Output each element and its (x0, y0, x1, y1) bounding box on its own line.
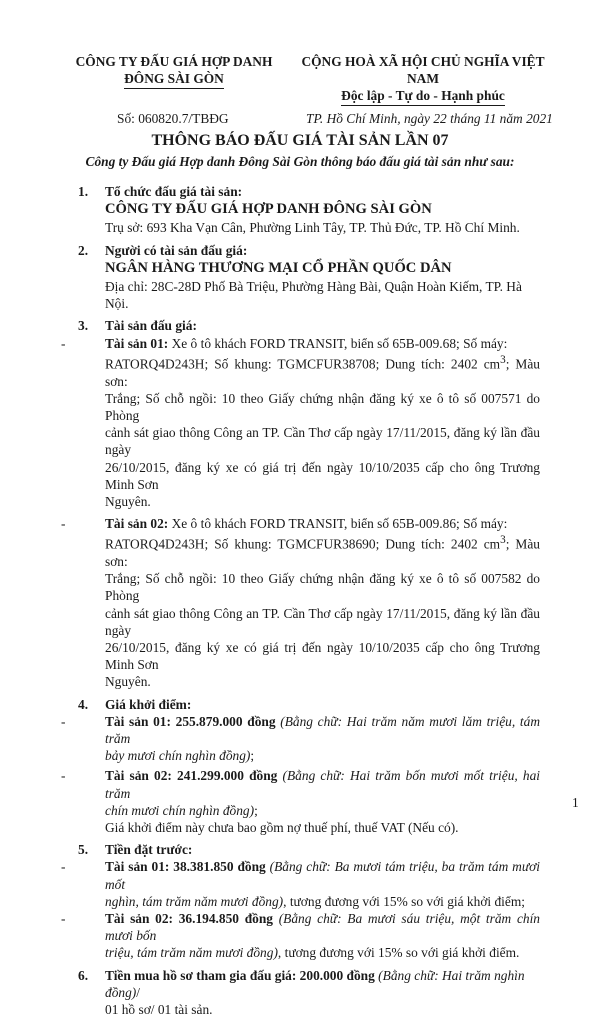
company-name-line2: ĐÔNG SÀI GÒN (124, 70, 224, 89)
punctuation: / (136, 984, 140, 1000)
asset-desc-line: Nguyên. (105, 493, 151, 509)
deposit-in-words: (Bằng chữ: Ba mươi sáu triệu, một trăm chín mươi bốn (105, 911, 540, 944)
asset-desc-line: Trắng; Số chỗ ngồi: 10 theo Giấy chứng nhận đăng ký xe ô tô số 007582 do Phòng (105, 571, 540, 604)
price-label: Tài sản 02: 241.299.000 đồng (105, 768, 278, 784)
fee-in-words: (Bằng chữ: Hai trăm nghìn đồng) (105, 967, 525, 1000)
asset-label: Tài sản 01: (105, 335, 169, 351)
section-dossier-fee (62, 967, 540, 1018)
organization-address: Trụ sở: 693 Kha Vạn Cân, Phường Linh Tây, TP. Thủ Đức, TP. Hồ Chí Minh. (105, 220, 520, 236)
nation-title: CỘNG HOÀ XÃ HỘI CHỦ NGHĨA VIỆT NAM (301, 54, 545, 86)
price-in-words: bảy mươi chín nghìn đồng) (105, 748, 251, 764)
deposit-label: Tài sản 02: 36.194.850 đồng (105, 911, 273, 927)
deposit-ratio: , tương đương với 15% so với giá khởi điểm. (277, 945, 520, 961)
section-title: Tài sản đấu giá: (105, 318, 197, 334)
asset-desc-line: Xe ô tô khách FORD TRANSIT, biển số 65B-009.86; Số máy: (168, 516, 508, 532)
section-number: 6. (78, 967, 89, 983)
asset-label: Tài sản 02: (105, 516, 169, 532)
deposit-label: Tài sản 01: 38.381.850 đồng (105, 859, 266, 875)
price-label: Tài sản 01: 255.879.000 đồng (105, 713, 276, 729)
section-number: 5. (78, 842, 89, 858)
section-deposit (62, 841, 540, 961)
punctuation: ; (250, 748, 255, 764)
section-title: Tổ chức đấu giá tài sản: (105, 184, 243, 199)
section-title: Người có tài sản đấu giá: (105, 242, 248, 258)
owner-address: Địa chỉ: 28C-28D Phố Bà Triệu, Phường Hàng Bài, Quận Hoàn Kiếm, TP. Hà Nội. (105, 279, 522, 312)
section-number: 4. (78, 696, 89, 712)
asset-desc-line: ; Màu sơn: (105, 356, 540, 389)
section-title: Tiền đặt trước: (105, 842, 193, 858)
section-asset-owner (62, 242, 540, 313)
section-starting-price (62, 696, 540, 837)
asset-desc-line: cảnh sát giao thông Công an TP. Cần Thơ cấp ngày 17/11/2015, đăng ký lần đầu ngày (105, 425, 540, 458)
superscript: 3 (500, 534, 506, 547)
asset-desc-line: RATORQ4D243H; Số khung: TGMCFUR38690; Dung tích: 2402 cm (105, 536, 501, 552)
price-in-words: (Bằng chữ: Hai trăm năm mươi lăm triệu, tám trăm (105, 713, 540, 747)
superscript: 3 (500, 353, 506, 366)
price-note: Giá khởi điểm này chưa bao gồm nợ thuế phí, thuế VAT (Nếu có). (105, 820, 459, 836)
asset-desc-line: Xe ô tô khách FORD TRANSIT, biển số 65B-009.68; Số máy: (168, 335, 508, 351)
asset-desc-line: 26/10/2015, đăng ký xe có giá trị đến ngày 10/10/2035 cấp cho ông Trương Minh Sơn (105, 459, 540, 492)
intro-line: Công ty Đấu giá Hợp danh Đông Sài Gòn thông báo đấu giá tài sản như sau: (85, 154, 515, 169)
document-number: Số: 060820.7/TBĐG (117, 111, 229, 126)
fee-label: Tiền mua hồ sơ tham gia đấu giá: 200.000 đồng (105, 967, 375, 983)
fee-unit: 01 hồ sơ/ 01 tài sản. (105, 1002, 213, 1018)
price-item (61, 713, 540, 765)
deposit-item (61, 858, 541, 910)
owner-name: NGÂN HÀNG THƯƠNG MẠI CỔ PHẦN QUỐC DÂN (105, 259, 452, 276)
price-item (61, 767, 540, 819)
dash-bullet: - (61, 768, 66, 784)
deposit-ratio: , tương đương với 15% so với giá khởi điểm; (283, 893, 525, 909)
price-in-words: (Bằng chữ: Hai trăm bốn mươi mốt triệu, hai trăm (105, 768, 540, 801)
section-number: 2. (78, 242, 89, 258)
document-body (62, 183, 540, 1018)
deposit-in-words: triệu, tám trăm năm mươi đồng) (105, 945, 278, 961)
asset-desc-line: RATORQ4D243H; Số khung: TGMCFUR38708; Dung tích: 2402 cm (105, 356, 501, 372)
document-title: THÔNG BÁO ĐẤU GIÁ TÀI SẢN LẦN 07 (151, 132, 449, 149)
dash-bullet: - (61, 911, 66, 927)
punctuation: ; (254, 802, 258, 818)
section-title: Giá khởi điểm: (105, 696, 192, 712)
place-and-date: TP. Hồ Chí Minh, ngày 22 tháng 11 năm 2021 (306, 111, 553, 126)
company-header (60, 53, 288, 89)
deposit-in-words: nghìn, tám trăm năm mươi đồng) (105, 893, 284, 909)
dash-bullet: - (61, 335, 66, 351)
asset-desc-line: Trắng; Số chỗ ngồi: 10 theo Giấy chứng nhận đăng ký xe ô tô số 007571 do Phòng (105, 390, 540, 423)
nation-motto: Độc lập - Tự do - Hạnh phúc (341, 87, 505, 106)
company-name-line1: CÔNG TY ĐẤU GIÁ HỢP DANH (75, 54, 273, 69)
asset-desc-line: cảnh sát giao thông Công an TP. Cần Thơ cấp ngày 17/11/2015, đăng ký lần đầu ngày (105, 605, 540, 638)
national-header (288, 53, 558, 106)
deposit-item (61, 910, 540, 962)
organization-name: CÔNG TY ĐẤU GIÁ HỢP DANH ĐÔNG SÀI GÒN (105, 201, 432, 218)
asset-item (61, 335, 540, 511)
price-in-words: chín mươi chín nghìn đồng) (105, 802, 255, 818)
section-auction-organization (62, 183, 540, 237)
deposit-in-words: (Bằng chữ: Ba mươi tám triệu, ba trăm tám mươi mốt (105, 859, 541, 892)
asset-item (61, 515, 540, 691)
asset-desc-line: ; Màu sơn: (105, 536, 540, 569)
dash-bullet: - (61, 713, 66, 729)
asset-desc-line: Nguyên. (105, 674, 151, 690)
dash-bullet: - (61, 859, 66, 875)
section-number: 1. (78, 184, 89, 199)
section-auction-assets (62, 317, 540, 690)
section-number: 3. (78, 318, 89, 334)
dash-bullet: - (61, 516, 66, 532)
asset-desc-line: 26/10/2015, đăng ký xe có giá trị đến ngày 10/10/2035 cấp cho ông Trương Minh Sơn (105, 640, 540, 673)
page-number: 1 (572, 795, 579, 810)
